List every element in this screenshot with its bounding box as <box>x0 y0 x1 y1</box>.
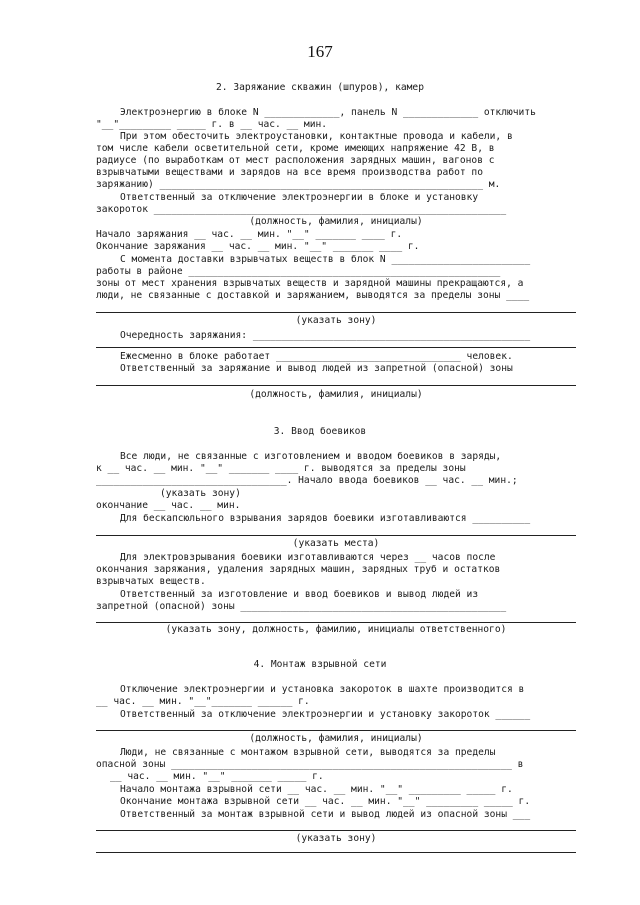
s2-line-8: Ответственный за отключение электроэнергии в блоке и установку <box>120 192 479 203</box>
blank-line <box>96 385 576 386</box>
s3-line-electric-1: Для электровзрывания боевики изготавливаются через __ часов после <box>120 552 496 563</box>
s2-line-delivery: С момента доставки взрывчатых веществ в блок N ________________________ <box>120 254 531 265</box>
s4-line-2: __ час. __ мин. "__"_______ ______ г. <box>96 696 310 707</box>
blank-line <box>96 852 576 853</box>
section-4-heading: 4. Монтаж взрывной сети <box>253 659 387 670</box>
blank-line <box>96 347 576 348</box>
s4-line-responsible: Ответственный за монтаж взрывной сети и вывод людей из опасной зоны ___ <box>120 809 531 820</box>
s2-line-1: Электроэнергию в блоке N _____________, панель N _____________ отключить <box>120 107 536 118</box>
s4-line-people-3: __ час. __ мин. "__" _______ _____ г. <box>110 771 324 782</box>
page-number: 167 <box>307 42 333 61</box>
s2-caption-zone: (указать зону) <box>295 315 377 326</box>
s4-caption-position: (должность, фамилия, инициалы) <box>249 733 423 744</box>
section-3-heading: 3. Ввод боевиков <box>273 426 367 437</box>
s2-line-responsible: Ответственный за заряжание и вывод людей из запретной (опасной) зоны <box>120 363 513 374</box>
s2-line-9: закороток _____________________________________________________________ <box>96 204 507 215</box>
s2-line-area: работы в районе ______________________________________________________ <box>96 266 501 277</box>
s4-line-start: Начало монтажа взрывной сети __ час. __ мин. "__" _________ _____ г. <box>120 784 513 795</box>
s3-caption-places: (указать места) <box>292 538 380 549</box>
s2-line-charging-end: Окончание заряжания __ час. __ мин. "__" _______ ____ г. <box>96 241 420 252</box>
s3-caption-responsible: (указать зону, должность, фамилию, инициалы ответственного) <box>165 624 507 635</box>
s2-line-zone-1: зоны от мест хранения взрывчатых веществ и зарядной машины прекращаются, а <box>96 278 524 289</box>
blank-line <box>96 622 576 623</box>
s3-caption-zone: (указать зону) <box>160 488 241 499</box>
s2-line-order: Очередность заряжания: ________________________________________________ <box>120 330 531 341</box>
s2-caption-responsible: (должность, фамилия, инициалы) <box>249 389 423 400</box>
s3-line-electric-3: взрывчатых веществ. <box>96 576 206 587</box>
blank-line <box>96 312 576 313</box>
s3-line-2: к __ час. __ мин. "__" _______ ____ г. выводятся за пределы зоны <box>96 463 466 474</box>
s3-line-end: окончание __ час. __ мин. <box>96 500 241 511</box>
section-2-heading: 2. Заряжание скважин (шпуров), камер <box>216 82 424 93</box>
s4-caption-zone: (указать зону) <box>295 833 377 844</box>
s3-line-1: Все люди, не связанные с изготовлением и вводом боевиков в заряды, <box>120 451 502 462</box>
s2-line-5: радиусе (по выработкам от мест расположения зарядных машин, вагонов с <box>96 155 495 166</box>
s4-line-3: Ответственный за отключение электроэнергии и установку закороток ______ <box>120 709 531 720</box>
s2-caption-position: (должность, фамилия, инициалы) <box>249 216 423 227</box>
s3-line-electric-2: окончания заряжания, удаления зарядных машин, зарядных труб и остатков <box>96 564 501 575</box>
s2-line-4: том числе кабели осветительной сети, кроме имеющих напряжение 42 В, в <box>96 143 495 154</box>
s3-line-responsible-2: запретной (опасной) зоны ______________________________________________ <box>96 601 507 612</box>
blank-line <box>96 730 576 731</box>
s2-line-6: взрывчатыми веществами и зарядов на все время производства работ по <box>96 167 483 178</box>
s2-line-2: "__"_________ _____ г. в __ час. __ мин. <box>96 119 328 130</box>
s2-line-7: заряжанию) ________________________________________________________ м. <box>96 179 501 190</box>
s2-line-zone-2: люди, не связанные с доставкой и заряжанием, выводятся за пределы зоны ____ <box>96 290 530 301</box>
s4-line-1: Отключение электроэнергии и установка закороток в шахте производится в <box>120 684 525 695</box>
s4-line-end: Окончание монтажа взрывной сети __ час. __ мин. "__" _________ _____ г. <box>120 796 531 807</box>
s2-line-workers: Ежесменно в блоке работает ________________________________ человек. <box>120 351 513 362</box>
s2-line-3: При этом обесточить электроустановки, контактные провода и кабели, в <box>120 131 513 142</box>
s2-line-charging-start: Начало заряжания __ час. __ мин. "__" _______ ____ г. <box>96 229 403 240</box>
s4-line-people-1: Люди, не связанные с монтажом взрывной сети, выводятся за пределы <box>120 747 496 758</box>
blank-line <box>96 535 576 536</box>
s4-line-people-2: опасной зоны ___________________________________________________________ в <box>96 759 524 770</box>
blank-line <box>96 830 576 831</box>
s3-line-responsible-1: Ответственный за изготовление и ввод боевиков и вывод людей из <box>120 589 479 600</box>
s3-line-capless: Для бескапсюльного взрывания зарядов боевики изготавливаются __________ <box>120 513 531 524</box>
s3-line-3: _________________________________. Начало ввода боевиков __ час. __ мин.; <box>96 475 518 486</box>
